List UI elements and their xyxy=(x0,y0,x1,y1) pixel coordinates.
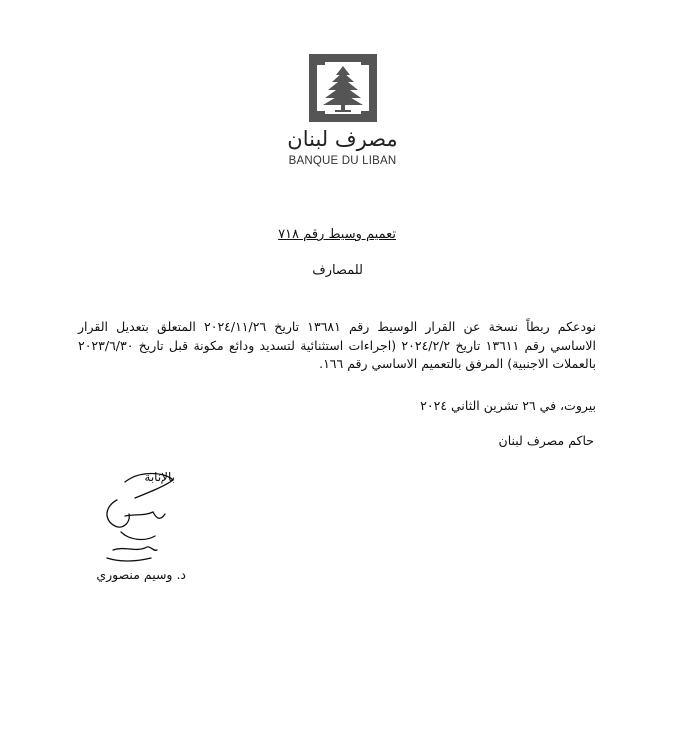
place-date: بيروت، في ٢٦ تشرين الثاني ٢٠٢٤ xyxy=(420,398,596,413)
handwritten-signature xyxy=(95,470,190,570)
bank-latin-name: BANQUE DU LIBAN xyxy=(288,155,397,167)
circular-body: نودعكم ربطاً نسخة عن القرار الوسيط رقم ١٣٦٨١ تاريخ ٢٠٢٤/١١/٢٦ المتعلق بتعديل القرار الاساسي رقم ١٣٦١١ تاريخ ٢٠٢٤/٢/٢ (اجراءات استثنائية لتسديد ودائع مكونة قبل تاريخ ٢٠٢٣/٦/٣٠ بالعملات الاجنبية) المرفق بالتعميم الاساسي رقم ١٦٦. xyxy=(78,319,596,371)
signer-name: د. وسيم منصوري xyxy=(96,567,186,582)
bank-logo xyxy=(0,50,685,130)
cedar-tree-icon xyxy=(305,50,381,126)
bank-arabic-name: مصرف لبنان xyxy=(287,127,398,151)
circular-title: تعميم وسيط رقم ٧١٨ xyxy=(278,227,396,242)
addressee: للمصارف xyxy=(312,263,363,278)
governor-title: حاكم مصرف لبنان xyxy=(498,433,594,448)
proxy-label: بالإنابة xyxy=(144,470,175,484)
